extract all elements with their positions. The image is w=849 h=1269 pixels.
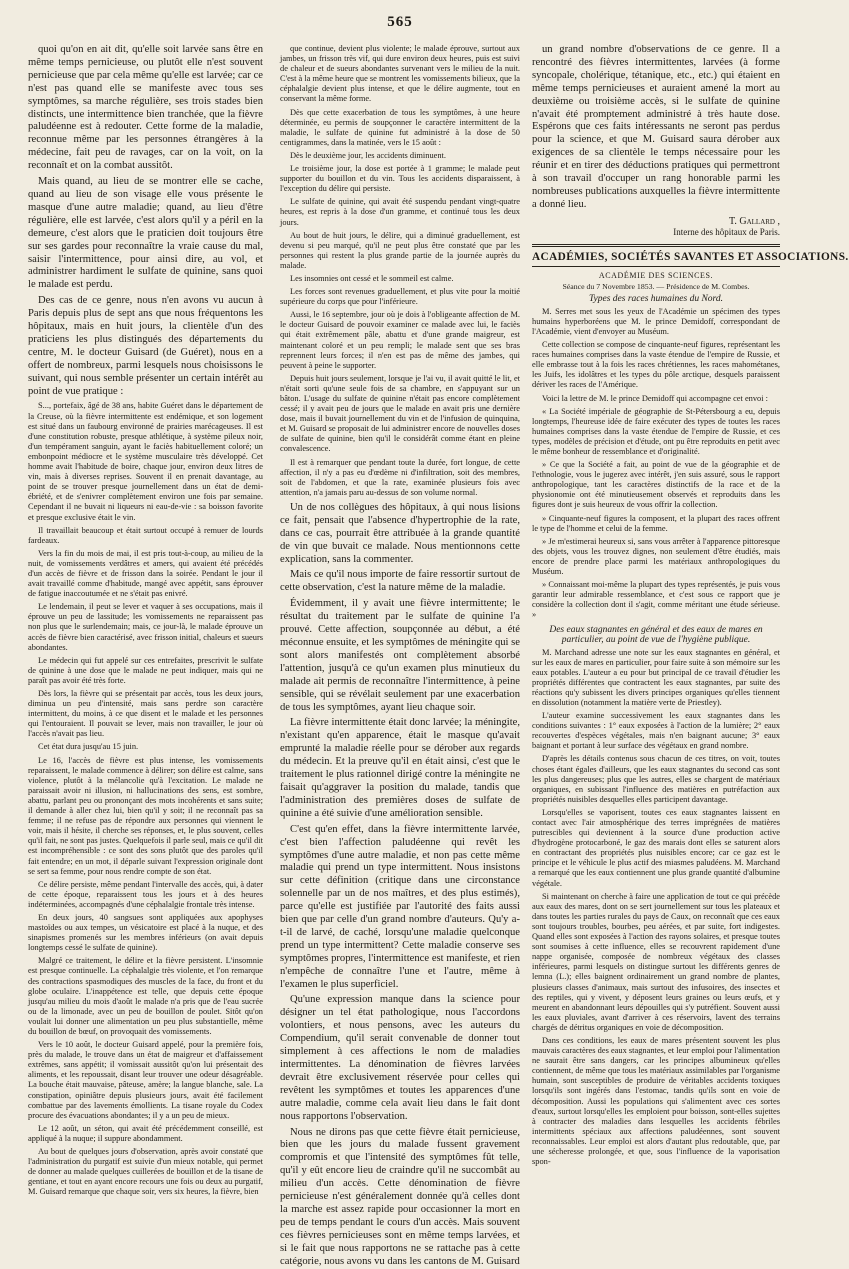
report-paragraph: » Je m'estimerai heureux si, sans vous arrêter à l'apparence pittoresque des objets, vous les trouvez dignes, non seulement d'être étudiés, mais encore de prendre place parmi les matériaux anthropologiques du Muséum. (532, 536, 780, 577)
col1-lead-paragraphs (28, 44, 263, 398)
paragraph: Nous ne dirons pas que cette fièvre était pernicieuse, bien que les jours du malade fussent gravement compromis et que l'intensité des symptômes fût telle, qu'il y eût encore lieu de craindre qu'il ne succombât au milieu d'un accès. Cette dénomination de fièvre pernicieuse n'est généralement donnée qu'à celles dont la marche est assez rapide pour occasionner la mort en peu de temps pendant le cours d'un accès. Mais souvent ces fièvres pernicieuses sont en même temps larvées, et si le fait que nous rapportons ne se rattache pas à cette catégorie, nous avons vu dans les cantons de M. Guisard (280, 1126, 520, 1267)
report-paragraph: D'après les détails contenus sous chacun de ces titres, on voit, toutes choses étant égales d'ailleurs, que les eaux stagnantes du second cas sont les plus dangereuses; plus que les autres, elles se chargent de matériaux organiques, en subissant l'influence des matières en putréfaction aux propriétés nuisibles desquelles elles participent davantage. (532, 754, 780, 804)
author-role: Interne des hôpitaux de Paris. (673, 226, 780, 237)
paragraph: Mais quand, au lieu de se montrer elle se cache, quand au lieu de son visage elle vous présente le masque d'une autre maladie; quand, au lieu d'être régulière, elle est larvée, c'est alors qu'il y a péril en la demeure, c'est alors que le praticien doit toujours être sur ses gardes pour reconnaître la vraie cause du mal, saisir l'intermittence, pour ainsi dire, au vol, et administrer hardiment le sulfate de quinine, sans quoi le malade est perdu. (28, 176, 263, 291)
report-paragraph: » Cinquante-neuf figures la composent, et la plupart des races offrent le type de l'homme et celui de la femme. (532, 513, 780, 533)
column-middle (280, 44, 520, 1267)
case-paragraph: Cet état dura jusqu'au 15 juin. (38, 742, 139, 752)
case-paragraph: Dès le deuxième jour, les accidents diminuent. (290, 150, 446, 160)
case-paragraph: Malgré ce traitement, le délire et la fièvre persistent. L'insomnie est presque continuelle. La céphalalgie très violente, et l'on remarque des contractions spasmodiques des muscles de la face, du front et du globe oculaire. L'inappétence est telle, que depuis cette époque jusqu'au milieu du mois d'août le malade n'a pris que de l'eau sucrée ou de la limonade, avec un peu de bouillon de poulet. Sitôt qu'on voulait lui donner une alimentation un peu plus substantielle, même du bouillon de bœuf, on provoquait des vomissements. (28, 956, 263, 1036)
paragraph: quoi qu'on en ait dit, qu'elle soit larvée sans être en même temps pernicieuse, ou plutôt elle n'est souvent pernicieuse que par cela même qu'elle est larvée; car ce n'est pas quand elle se manifeste avec tous ses symptômes, sa marche régulière, ses trois stades bien distincts, une intermittence bien tranchée, que la fièvre paludéenne est à redouter. Cette forme de la maladie, reconnue même par les personnes étrangères à la médecine, fait peu de ravages, car on la voit, on la reconnaît et on la combat aussitôt. (28, 44, 263, 172)
report-paragraph: « La Société impériale de géographie de St-Pétersbourg a eu, depuis longtemps, l'heureuse idée de faire exécuter des types de toutes les races humaines comprises dans la vaste étendue de l'empire de Russie, et ces types, modèles de précision et d'étude, ont pu être reproduits en petit avec le même bonheur de ressemblance et d'originalité. (532, 406, 780, 456)
academy-report-waters (532, 648, 780, 1168)
case-paragraph: Le 12 août, un séton, qui avait été précédemment conseillé, est appliqué à la nuque; il suppure abondamment. (28, 1123, 263, 1143)
case-report-continued (280, 44, 520, 498)
col3-lead (532, 44, 780, 212)
report-paragraph: M. Serres met sous les yeux de l'Académie un spécimen des types humains hyperboréens que M. le prince Demidoff, correspondant de l'Académie, vient d'envoyer au Muséum. (532, 306, 780, 336)
paragraph: un grand nombre d'observations de ce genre. Il a rencontré des fièvres intermittentes, larvées (à forme syncopale, cholérique, tétanique, etc., etc.) qui étaient en même temps pernicieuses et auraient amené la mort au deuxième ou troisième accès, si le sulfate de quinine n'avait été promptement administré à très haute dose. Espérons que ces faits intéressants ne seront pas perdus pour la science, et que M. Guisard saura dérober aux exigences de sa clientèle le temps nécessaire pour les réunir et en tirer des déductions pratiques qui permettront à son travail d'occuper un rang honorable parmi les nombreuses publications auxquelles la fièvre intermittente a donné lieu. (532, 44, 780, 210)
section-divider (532, 244, 780, 247)
paragraph: Évidemment, il y avait une fièvre intermittente; le résultat du traitement par le sulfate de quinine l'a prouvé. Cette affection, soupçonnée au début, a été méconnue ensuite, et les symptômes de méningite qui se sont alors manifestés ont complètement absorbé l'attention, jusqu'à ce qu'un examen plus minutieux du malade ait permis de reconnaître l'intermittence, à peine sensible, qui se révélait seulement par une exacerbation de tous les symptômes, ayant lieu chaque soir. (280, 598, 520, 713)
case-paragraph: Le troisième jour, la dose est portée à 1 gramme; le malade peut supporter du bouillon et du vin. Tous les accidents disparaissent, à l'exception du délire qui persiste. (280, 164, 520, 194)
case-paragraph: Dès lors, la fièvre qui se présentait par accès, tous les deux jours, diminua un peu d'intensité, mais sans perdre son caractère intermittent, du moins, à ce que disent et le malade et les personnes qui l'entouraient. Il pouvait se lever, mais non travailler, le jour où l'accès n'avait pas lieu. (28, 689, 263, 739)
column-right (532, 44, 849, 1167)
case-paragraph: Il travaillait beaucoup et était surtout occupé à remuer de lourds fardeaux. (28, 525, 263, 545)
case-paragraph: Dès que cette exacerbation de tous les symptômes, à une heure déterminée, eu permis de soupçonner le caractère intermittent de la maladie, le sulfate de quinine fut administré à la dose de 50 centigrammes, dans la matinée, vers le 15 août : (280, 107, 520, 147)
case-paragraph: Vers le 10 août, le docteur Guisard appelé, pour la première fois, près du malade, le trouve dans un état de maigreur et d'affaissement extrêmes, sans appétit; il vomissait aussitôt qu'on lui présentait des aliments, et les repoussait, disant leur trouver une odeur désagréable. La bouche était mauvaise, pâteuse, amère; la langue blanche, sale. La constipation, opiniâtre depuis plusieurs jours, avait été facilement combattue par des lavements émollients. La tisane royale du Codex procure des évacuations abondantes; il y a un peu de mieux. (28, 1040, 263, 1120)
article-signature (532, 216, 780, 238)
case-paragraph: Depuis huit jours seulement, lorsque je l'ai vu, il avait quitté le lit, et n'était sorti qu'une seule fois de sa chambre, en s'appuyant sur un bâton. L'usage du sulfate de quinine n'était pas encore complètement cessé; il y avait peu de jours que le malade en avait pris une dernière dose, mais il buvait journellement du vin et de l'infusion de quinquina, et M. Guisard se proposait de lui administrer encore de nouvelles doses de sulfate de quinine, bien qu'il le considérât comme étant en pleine convalescence. (280, 373, 520, 454)
case-paragraph: Le médecin qui fut appelé sur ces entrefaites, prescrivit le sulfate de quinine à une dose que le malade ne peut indiquer, mais qui ne paraît pas avoir été très forte. (28, 655, 263, 685)
page-number: 565 (387, 14, 413, 30)
paragraph: La fièvre intermittente était donc larvée; la méningite, n'existant qu'en apparence, était le masque qu'avait emprunté la maladie réelle pour se dérober aux regards du médecin. Et la preuve qu'il en était ainsi, c'est que le traitement le plus rationnel dirigé contre la méningite ne faisait qu'aggraver la position du malade, tandis que l'administration des premières doses de sulfate de quinine a été suivie d'une amélioration sensible. (280, 717, 520, 819)
case-paragraph: Les forces sont revenues graduellement, et plus vite pour la moitié supérieure du corps que pour l'inférieure. (280, 287, 520, 307)
case-paragraph: Au bout de quelques jours d'observation, après avoir constaté que l'administration du purgatif est suivie d'un mieux notable, qui permet de donner au malade quelques cuillerées de bouillon et de la tisane de gentiane, et tout en ayant encore recours une fois ou deux au purgatif, M. Guisard remarque que chaque soir, vers six heures, la fièvre, bien (28, 1147, 263, 1197)
report-paragraph: L'auteur examine successivement les eaux stagnantes dans les conditions suivantes : 1° eaux exposées à l'action de la lumière; 2° eaux recouvertes d'espèces végétales, mais n'en baignant aucune; 3° eaux baignant et portant à leur surface des végétaux en grand nombre. (532, 711, 780, 751)
report-paragraph: Lorsqu'elles se vaporisent, toutes ces eaux stagnantes laissent en contact avec l'air atmosphérique des terres imprégnées de matières putrescibles qui deviennent à la source d'une production active d'hydrogène protocarboné, le gaz des marais dont elles se saturent alors en contractant des propriétés plus nuisibles encore; car ce gaz est le principe et le véhicule le plus actif des miasmes paludéens. M. Marchand a remarqué que les eaux contiennent une plus grande quantité d'albumine végétale. (532, 807, 780, 888)
report-paragraph: » Connaissant moi-même la plupart des types représentés, je puis vous garantir leur admirable ressemblance, et c'est sous ce rapport que je considère la collection dont il s'agit, comme méritant une étude sérieuse. » (532, 580, 780, 620)
case-paragraph: S..., portefaix, âgé de 38 ans, habite Guéret dans le département de la Creuse, où la fièvre intermittente est endémique, et son logement est situé dans un faubourg environné de prairies marécageuses. Il est d'une constitution robuste, presque athlétique, à système pileux noir, d'un tempérament sanguin, ayant le faciès habituellement coloré; un embonpoint médiocre et le système musculaire très développé. Cet homme avait l'habitude de boire, chaque jour, environ deux litres de vin, mais à diverses reprises. Souvent il en prenait davantage, au point de se trouver presque journellement dans un état de demi-ébriété, et de s'enivrer complètement environ une fois par semaine. Cependant il ne buvait ni liqueurs ni eau-de-vie : sa boisson favorite et presque exclusive était le vin. (28, 401, 263, 522)
case-paragraph: Le sulfate de quinine, qui avait été suspendu pendant vingt-quatre heures, est repris à la dose d'un gramme, et continué tous les deux jours. (280, 197, 520, 227)
case-paragraph: Il est à remarquer que pendant toute la durée, fort longue, de cette affection, il n'y a pas eu d'œdème ni d'infiltration, soit des membres, soit de l'abdomen, et que la rate, examinée plusieurs fois avec attention, n'a jamais paru au-dessus de son volume normal. (280, 457, 520, 497)
case-paragraph: En deux jours, 40 sangsues sont appliquées aux apophyses mastoïdes ou aux tempes, un vésicatoire est placé à la nuque, et des sinapismes promenés sur les membres inférieurs (on avait depuis longtemps cessé le sulfate de quinine). (28, 912, 263, 953)
session-line: Séance du 7 Novembre 1853. — Présidence de M. Combes. (562, 281, 750, 291)
case-paragraph: Aussi, le 16 septembre, jour où je dois à l'obligeante affection de M. le docteur Guisard de pouvoir examiner ce malade avec lui, le faciès qui était extrêmement pâle, abattu et d'une grande maigreur, est maintenant coloré et un peu rempli; le malade sent que ses bras reprennent leurs forces; il n'en est pas de même des jambes, qui peuvent à peine le supporter. (280, 310, 520, 370)
subtitle-stagnant-waters: Des eaux stagnantes en général et des eaux de mares en particulier, au point de vue de l'hygiène publique. (549, 624, 763, 645)
academy-report-races (532, 307, 780, 621)
paragraph: Qu'une expression manque dans la science pour désigner un tel état pathologique, nous l'accordons volontiers, et nous pensons, avec les auteurs du Compendium, qu'il serait convenable de donner tout simplement à ces affections le nom de maladies intermittentes. La dénomination de fièvres larvées devrait être exclusivement réservée pour celles qui revêtent les symptômes et toutes les apparences d'une autre maladie, comme cela avait lieu dans le fait dont nous rapportons l'observation. (280, 994, 520, 1122)
case-paragraph: Vers la fin du mois de mai, il est pris tout-à-coup, au milieu de la nuit, de vomissements verdâtres et amers, qui avaient été précédés d'un accès de fièvre et de frisson dans la soirée. Pendant le jour il avait travaillé comme d'habitude, mangé avec appétit, sans éprouver de fatigue inaccoutumée et ne s'était pas enivré. (28, 548, 263, 599)
report-paragraph: » Ce que la Société a fait, au point de vue de la géographie et de l'ethnologie, vous le jugerez avec intérêt, j'en suis assuré, sous le rapport anthropologique, tant les caractères distinctifs de la race et de la physionomie ont été minutieusement observés et reproduits dans les figures dont je suis heureux de vous offrir la collection. (532, 460, 780, 510)
paragraph: Mais ce qu'il nous importe de faire ressortir surtout de cette observation, c'est la nature même de la maladie. (280, 569, 520, 594)
academy-name: ACADÉMIE DES SCIENCES. (598, 270, 714, 280)
paragraph: Des cas de ce genre, nous n'en avons vu aucun à Paris depuis plus de sept ans que nous fréquentons les hôpitaux, mais en huit jours, la clientèle d'un des praticiens les plus distingués des départements du centre, M. le docteur Guisard (de Guéret), nous en a offert de nombreux, parmi lesquels nous choisissons le suivant, qui nous semble présenter un certain intérêt au point de vue pratique : (28, 295, 263, 397)
report-paragraph: Si maintenant on cherche à faire une application de tout ce qui précède aux eaux des mares, dont on se sert journellement sur tous les plateaux et dans toutes les parties rurales du pays de Caux, on reconnaît que ces eaux sont toujours troubles, bourbes, peu aérées, et par suite, fort indigestes. Quand elles sont exposées à l'action des rayons solaires, et presque toutes sont soumises à cette influence, elles se recouvrent rapidement d'une nappe organisée, composée de nombreux végétaux des classes inférieures, parmi lesquels on distingue surtout les différents genres de lemna (L.); elles baignent ordinairement un grand nombre de plantes, plusieurs classes d'animaux, mais surtout des infusoires, des insectes et des reptiles, qui y vivent, y déposent leurs graines ou leurs œufs, et y meurent en abandonnant leurs dépouilles qui s'y putréfient. Souvent aussi les eaux pluviales, avant d'arriver à ces réservoirs, lavent des terrains chargés de détritus organiques en voie de décomposition. (532, 891, 780, 1032)
case-paragraph: Le lendemain, il peut se lever et vaquer à ses occupations, mais il éprouve un peu de lassitude; les vomissements ne reparaissent pas non plus que le surlendemain; mais, ce jour-là, le malade éprouve un accès de fièvre bien caractérisé, avec frisson initial, chaleurs et sueurs abondantes. (28, 602, 263, 652)
paragraph: Un de nos collègues des hôpitaux, à qui nous lisions ce fait, pensait que l'absence d'hypertrophie de la rate, dans ce cas, pourrait être attribuée à la grande quantité de vin que buvait ce malade. Nous mentionnons cette explication, sans la commenter. (280, 501, 520, 565)
case-paragraph: que continue, devient plus violente; le malade éprouve, surtout aux jambes, un frisson très vif, qui dure environ deux heures, puis est suivi de chaleur et de sueurs abondantes survenant vers le milieu de la nuit. C'est à la même heure que se montrent les vomissements bilieux, que la céphalalgie devient plus intense, et que le délire augmente, tout en conservant la même forme. (280, 44, 520, 104)
case-paragraph: Ce délire persiste, même pendant l'intervalle des accès, qui, à dater de cette époque, reparaissent tous les jours et à des heures indéterminées, accompagnés d'une céphalalgie frontale très intense. (28, 879, 263, 909)
case-paragraph: Au bout de huit jours, le délire, qui a diminué graduellement, est devenu si peu marqué, qu'il ne peut plus être constaté que par les personnes qui restent la plus grande partie de la journée auprès du malade. (280, 230, 520, 270)
section-title: ACADÉMIES, SOCIÉTÉS SAVANTES ET ASSOCIATIONS. (532, 250, 849, 263)
case-paragraph: Le 16, l'accès de fièvre est plus intense, les vomissements reparaissent, le malade commence à délirer; son délire est calme, sans violence, plutôt à la mélancolie qu'à l'excitation. Le malade ne paraissait avoir ni illusion, ni hallucinations des sens, est sombre, abattu, parlant peu ou prononçant des mots incohérents et sans suite; il demande à aller chez lui, bien qu'il y soit; il ne reconnaît pas sa femme; il ne refuse pas de répondre aux personnes qui viennent le voir, mais il hésite, il cherche ses réponses, et, le plus souvent, celles qu'il fait, ne sont pas justes. Quelquefois il parle seul, mais ce qu'il dit est incompréhensible : ce sont des sons plutôt que des paroles qu'il fait entendre; en un mot, il déparle suivant l'expression originale dont se sert sa femme, pour nous rendre compte de son état. (28, 755, 263, 876)
column-left (28, 44, 263, 1197)
author-name: T. Gallard , (729, 215, 780, 227)
paragraph: C'est qu'en effet, dans la fièvre intermittente larvée, c'est bien l'affection paludéenne qui revêt les symptômes d'une autre maladie, et non pas cette même maladie qui prend un type intermittent. Nous insistons sur cette définition (critique dans une circonstance solennelle par un de nos maîtres, et des plus estimés), parce qu'elle est justifiée par l'autorité des faits aussi bien que par celle d'un grand nombre d'auteurs. Qu'y a-t-il de larvé, de caché, lorsqu'une maladie quelconque prend un type intermittent? Cette maladie conserve ses symptômes propres, l'intermittence est manifeste, et rien n'empêche de connaître l'une et l'autre, même à l'examen le plus superficiel. (280, 823, 520, 990)
report-paragraph: Voici la lettre de M. le prince Demidoff qui accompagne cet envoi : (542, 393, 768, 403)
section-divider (532, 266, 780, 267)
report-paragraph: Dans ces conditions, les eaux de mares présentent souvent les plus mauvais caractères des eaux stagnantes, et leur emploi pour l'alimentation ne saurait être sans dangers, car les principes albumineux qu'elles contiennent, de même que tous les matériaux assimilables par l'organisme humain, sont susceptibles de produire de véritables accidents toxiques lorsqu'ils sont ingérés dans l'estomac, tandis qu'ils sont en voie de décomposition. Aussi les populations qui s'alimentent avec ces sortes d'eaux, surtout lorsqu'elles les emploient pour boisson, sont-elles sujettes à contracter des maladies dans lesquelles les accidents fébriles intermittents spéciaux aux affections paludéennes, sont souvent reconnaissables. Leur emploi est alors d'autant plus redoutable, que, par une sécheresse prolongée, et que, sous l'influence de la vaporisation spon- (532, 1035, 780, 1167)
case-report (28, 401, 263, 1197)
subtitle-northern-races: Types des races humaines du Nord. (588, 293, 724, 304)
case-paragraph: Les insomnies ont cessé et le sommeil est calme. (290, 273, 454, 283)
report-paragraph: Cette collection se compose de cinquante-neuf figures, représentant les races humaines comprises dans la vaste étendue de l'empire de Russie, et elle embrasse tout à la fois les races chrétiennes, les races mahométanes, les Juifs, les idolâtres et les types du pôle arctique, desquels paraissent dériver les races de l'Amérique. (532, 340, 780, 390)
col2-commentary (280, 502, 520, 1269)
report-paragraph: M. Marchand adresse une note sur les eaux stagnantes en général, et sur les eaux de mares en particulier, pour faire suite à son mémoire sur les eaux potables. L'auteur a eu pour but principal de ce travail d'étudier les propriétés différentes que contractent les eaux stagnantes, par suite des réactions qu'y subissent les divers principes organiques qu'elles tiennent en dissolution (notamment la matière verte de Priestley). (532, 647, 780, 707)
